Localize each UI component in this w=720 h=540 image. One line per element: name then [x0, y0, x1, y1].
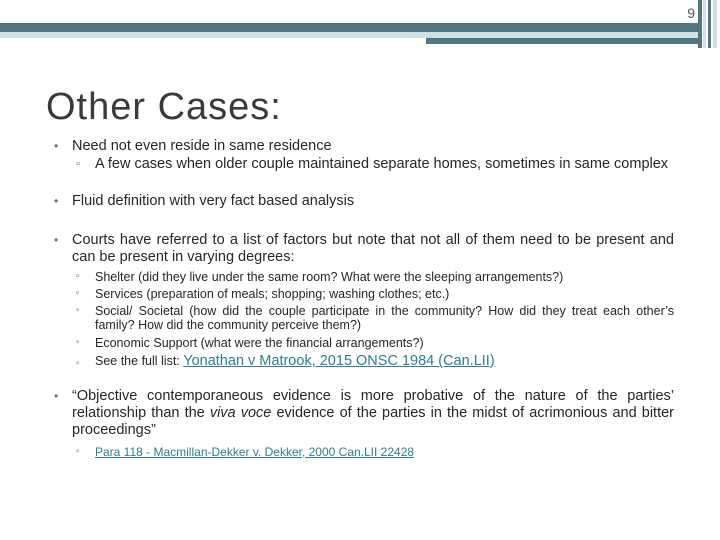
bullet-factors [54, 232, 674, 266]
quote-text-start: “Objective contemporaneous evidence is more probative of the nature of the parties’ relationship than the [72, 388, 674, 421]
bullet-marker: ▫ [76, 305, 80, 316]
bullet-marker: ▫ [76, 337, 80, 348]
header-vertical-bar [703, 0, 706, 48]
factor-text: Social/ Societal (how did the couple participate in the community? How did they treat each other’s family? How did the community perceive them?) [95, 304, 674, 332]
page-title: Other Cases: [46, 86, 282, 128]
header-vertical-bar [708, 0, 711, 48]
header-vertical-bar [713, 0, 717, 48]
bullet-marker: • [54, 139, 59, 153]
sub-bullet-text: A few cases when older couple maintained separate homes, sometimes in same complex [95, 156, 669, 172]
slide-content [54, 138, 674, 459]
factor-shelter [54, 270, 674, 284]
bullet-text: Need not even reside in same residence [72, 138, 332, 154]
factor-text: Shelter (did they live under the same room? What were the sleeping arrangements?) [95, 270, 564, 284]
bullet-fluid-definition [54, 193, 674, 210]
sub-bullet-separate-homes [54, 156, 674, 173]
factor-text: Economic Support (what were the financial arrangements?) [95, 336, 424, 350]
bullet-marker: • [54, 389, 59, 403]
bullet-marker: • [54, 194, 59, 208]
yonathan-case-link[interactable]: Yonathan v Matrook, 2015 ONSC 1984 (Can.LII) [183, 353, 495, 369]
factor-services [54, 287, 674, 301]
bullet-marker: ▫ [76, 158, 80, 170]
factor-social [54, 304, 674, 332]
factor-full-list [54, 354, 674, 368]
header-band-tab [426, 38, 698, 44]
quote-text-end: evidence of the parties in the midst of acrimonious and bitter proceedings” [72, 405, 674, 438]
bullet-marker: ▫ [76, 271, 80, 282]
bullet-marker: • [54, 233, 59, 247]
bullet-residence [54, 138, 674, 155]
bullet-text: Courts have referred to a list of factors but note that not all of them need to be present and can be present in varying degrees: [72, 232, 674, 265]
bullet-marker: ▫ [76, 446, 80, 457]
header-band-dark [0, 23, 698, 32]
factor-economic [54, 336, 674, 350]
bullet-marker: ▫ [76, 358, 80, 369]
quote-italic: viva voce [209, 405, 272, 421]
bullet-text: Fluid definition with very fact based analysis [72, 193, 355, 209]
bullet-quote [54, 388, 674, 439]
slide-number: 9 [687, 5, 695, 21]
dekker-case-link[interactable]: Para 118 - Macmillan-Dekker v. Dekker, 2000 Can.LII 22428 [95, 445, 415, 459]
factor-text: See the full list: [95, 354, 184, 368]
header-vertical-bar [698, 0, 702, 48]
sub-bullet-dekker [54, 445, 674, 459]
bullet-marker: ▫ [76, 288, 80, 299]
factor-text: Services (preparation of meals; shopping; washing clothes; etc.) [95, 287, 450, 301]
